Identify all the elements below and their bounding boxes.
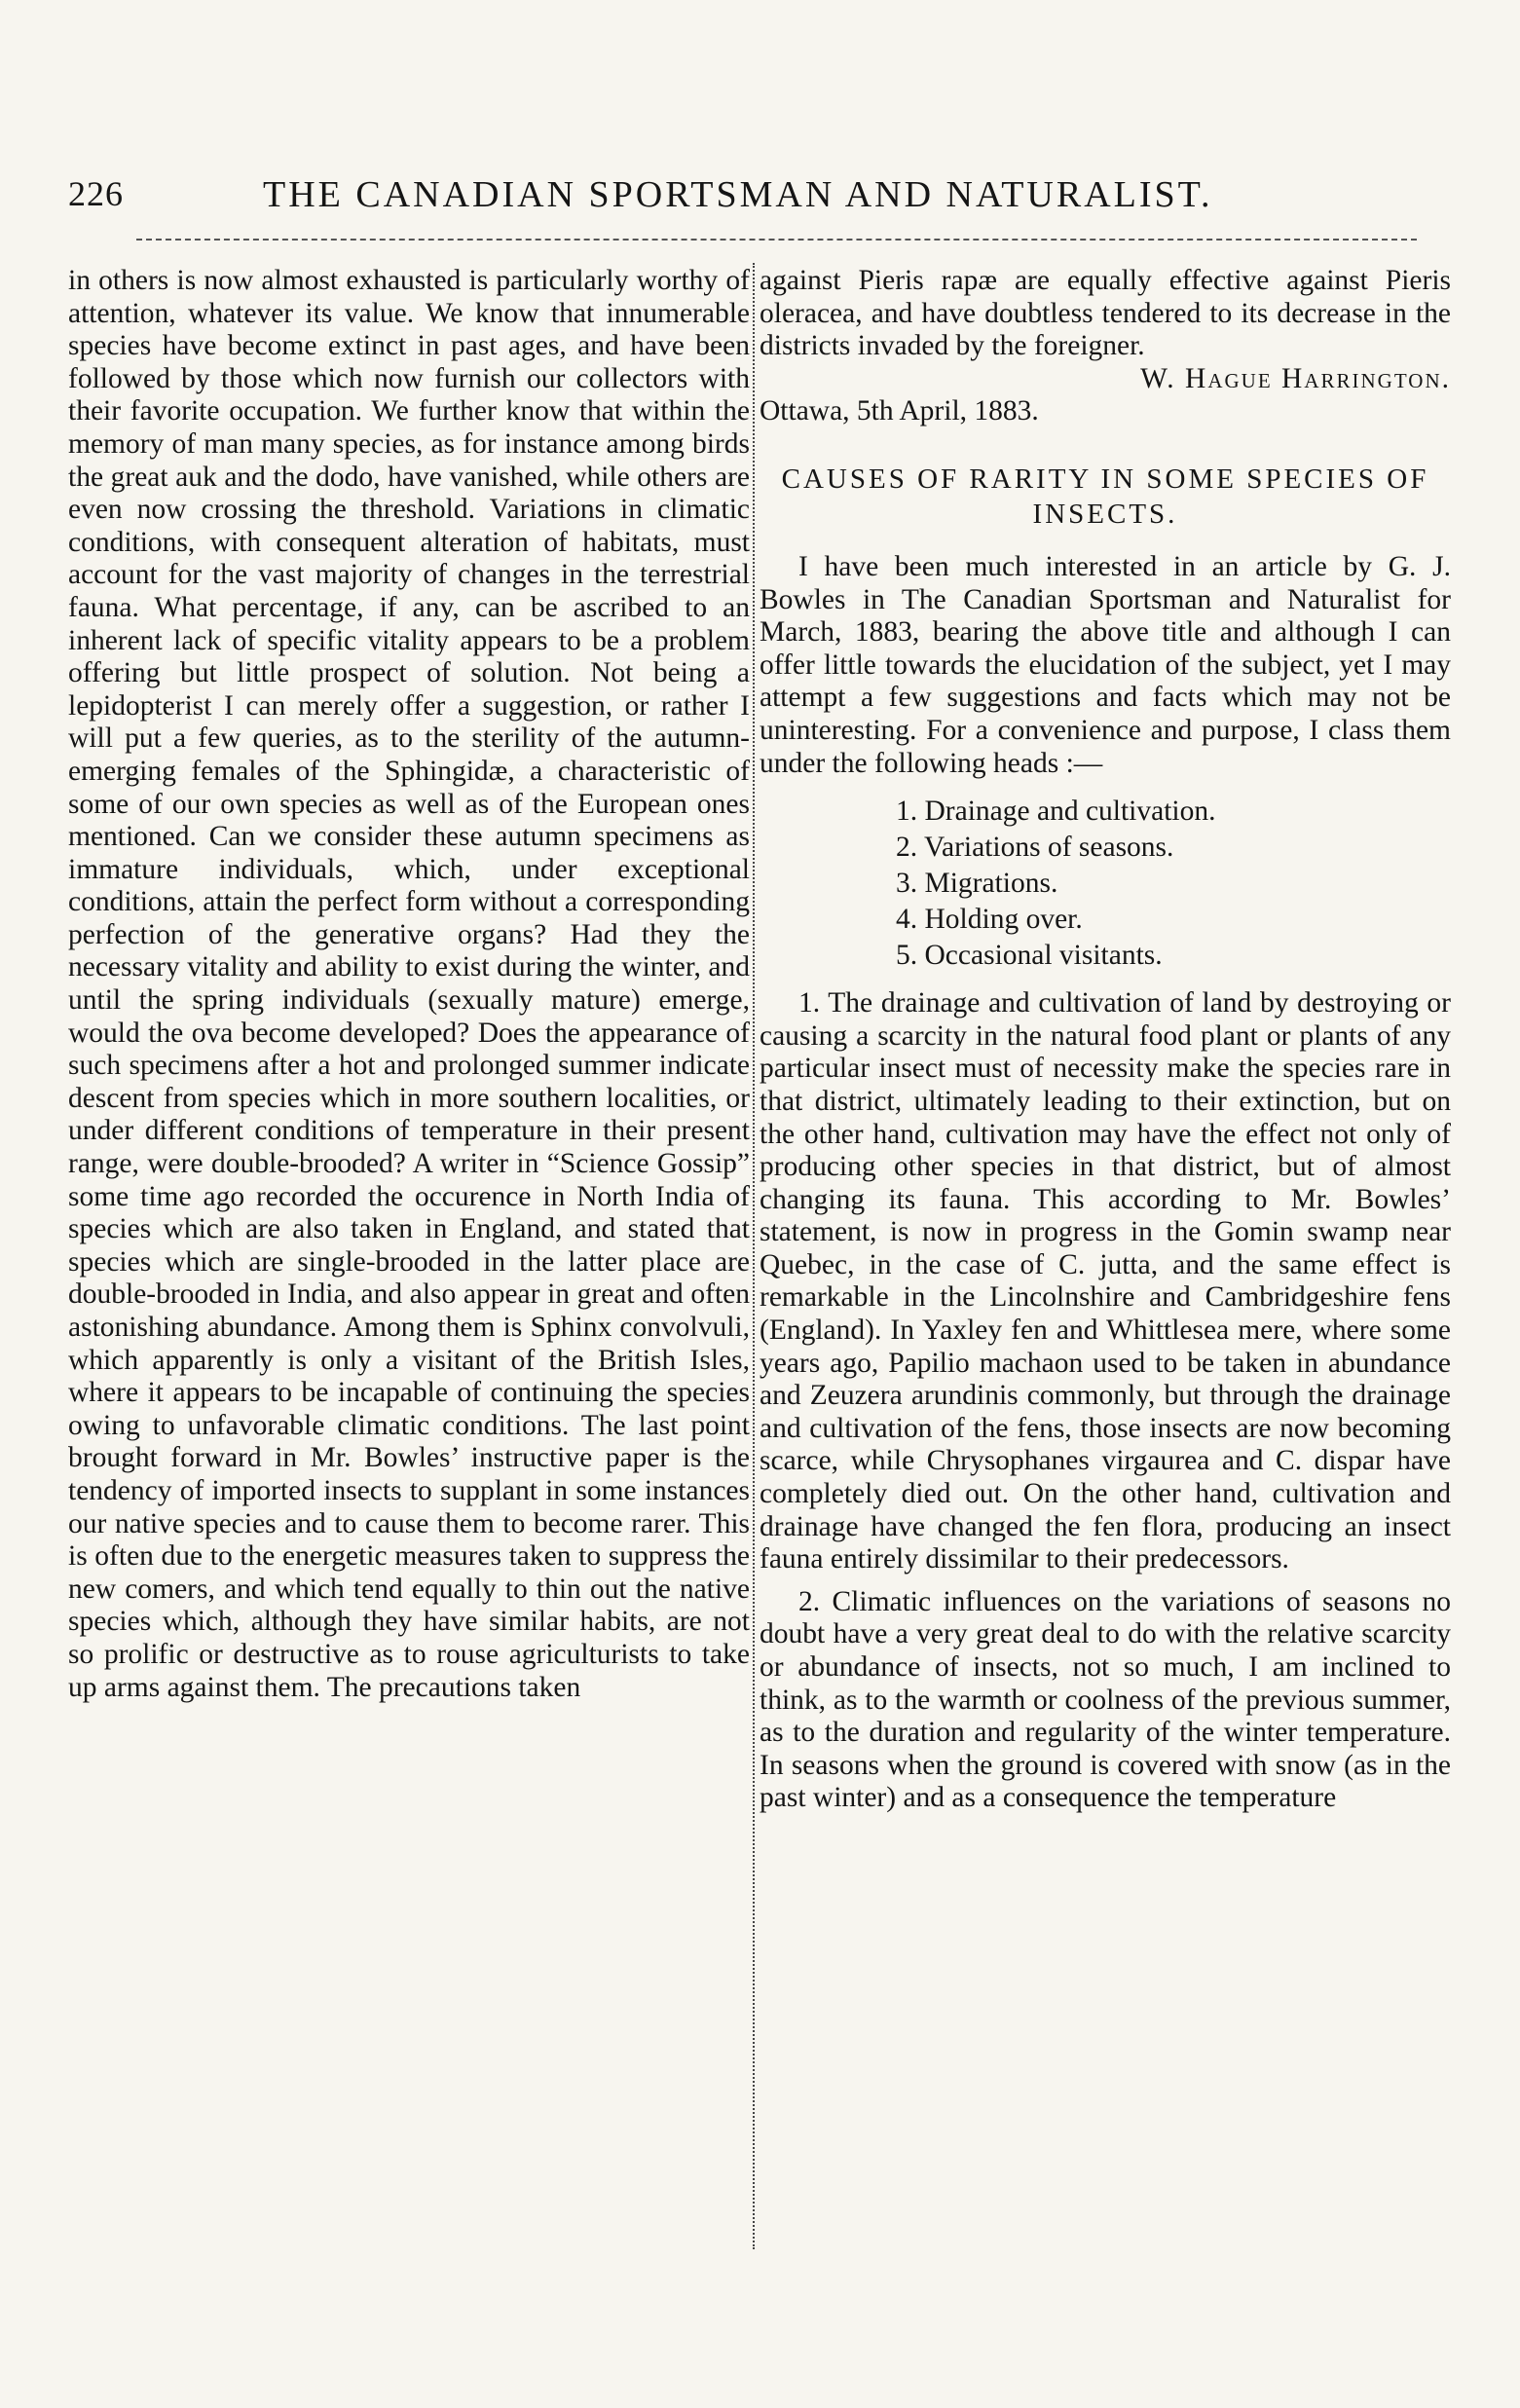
page-number: 226 <box>68 174 124 213</box>
climatic-paragraph: 2. Climatic influences on the variations of seasons no doubt have a very great deal to do with the relative scarcity or abundance of insects, not so much, I am inclined to think, as to the warmth or coolness of the previous summer, as to the duration and regularity of the winter temperature. In seasons when the ground is covered with snow (as in the past winter) and as a consequence the temperature <box>760 1585 1451 1814</box>
paragraph-gap <box>760 1576 1451 1586</box>
heads-list <box>760 794 1451 974</box>
intro-paragraph: I have been much interested in an article by G. J. Bowles in The Canadian Sportsman and Naturalist for March, 1883, bearing the above title and although I can offer little towards the elucidation of the subject, yet I may attempt a few suggestions and facts which may not be uninteresting. For a convenience and purpose, I class them under the following heads :— <box>760 550 1451 779</box>
drainage-paragraph: 1. The drainage and cultivation of land by destroying or causing a scarcity in the natural food plant or plants of any particular insect must of necessity make the species rare in that district, ultimately leading to their extinction, but on the other hand, cultivation may have the effect not only of producing other species in that district, but of almost changing its fauna. This according to Mr. Bowles’ statement, is now in progress in the Gomin swamp near Quebec, in the case of C. jutta, and the same effect is remarkable in the Lincolnshire and Cambridgeshire fens (England). In Yaxley fen and Whittlesea mere, where some years ago, Papilio machaon used to be taken in abundance and Zeuzera arundinis commonly, but through the drainage and cultivation of the fens, those insects are now becoming scarce, while Chrysophanes virgaurea and C. dispar have completely died out. On the other hand, cultivation and drainage have changed the fen flora, producing an insect fauna entirely dissimilar to their predecessors. <box>760 987 1451 1575</box>
left-column <box>68 265 750 1704</box>
list-item: 1. Drainage and cultivation. <box>896 796 1216 828</box>
body-paragraph: in others is now almost exhausted is particularly worthy of attention, whatever its value. We know that innumerable species have become extinct in past ages, and have been followed by those which now furnish our collectors with their favorite occupation. We further know that within the memory of man many species, as for instance among birds the great auk and the dodo, have vanished, while others are even now crossing the threshold. Variations in climatic conditions, with consequent alteration of habitats, must account for the vast majority of changes in the terrestrial fauna. What percentage, if any, can be ascribed to an inherent lack of specific vitality appears to be a problem offering but little prospect of solution. Not being a lepidopterist I can merely offer a suggestion, or rather I will put a few queries, as to the sterility of the autumn-emerging females of the Sphingidæ, a characteristic of some of our own species as well as of the European ones mentioned. Can we consider these autumn specimens as immature individuals, which, under exceptional conditions, attain the perfect form without a corresponding perfection of the generative organs? Had they the necessary vitality and ability to exist during the winter, and until the spring individuals (sexually mature) emerge, would the ova become developed? Does the appearance of such specimens after a hot and prolonged summer indicate descent from species which in more southern localities, or under different conditions of temperature in their present range, were double-brooded? A writer in “Science Gossip” some time ago recorded the occurence in North India of species which are also taken in England, and stated that species which are single-brooded in the latter place are double-brooded in India, and also appear in great and often astonishing abundance. Among them is Sphinx convolvuli, which apparently is only a visitant of the British Isles, where it appears to be incapable of continuing the species owing to unfavorable climatic conditions. The last point brought forward in Mr. Bowles’ instructive paper is the tendency of imported insects to supplant in some instances our native species and to cause them to become rarer. This is often due to the energetic measures taken to suppress the new comers, and which tend equally to thin out the native species which, although they have similar habits, are not so prolific or destructive as to rouse agriculturists to take up arms against them. The precautions taken <box>68 265 750 1703</box>
header-rule <box>136 239 1417 241</box>
list-item: 2. Variations of seasons. <box>896 832 1174 864</box>
dateline: Ottawa, 5th April, 1883. <box>760 395 1039 427</box>
list-item: 4. Holding over. <box>896 904 1083 936</box>
column-divider <box>753 263 755 2249</box>
list-item: 5. Occasional visitants. <box>896 940 1163 972</box>
page-header <box>68 164 1456 222</box>
right-column <box>760 265 1451 1815</box>
list-item: 3. Migrations. <box>896 868 1058 900</box>
running-head: THE CANADIAN SPORTSMAN AND NATURALIST. <box>263 174 1213 215</box>
continuation-paragraph: against Pieris rapæ are equally effective against Pieris oleracea, and have doubtless tendered to its decrease in the districts invaded by the foreigner. <box>760 265 1451 362</box>
author-signature: W. Hague Harrington. <box>1140 362 1451 394</box>
article-title: CAUSES OF RARITY IN SOME SPECIES OF INSECTS. <box>781 463 1429 530</box>
